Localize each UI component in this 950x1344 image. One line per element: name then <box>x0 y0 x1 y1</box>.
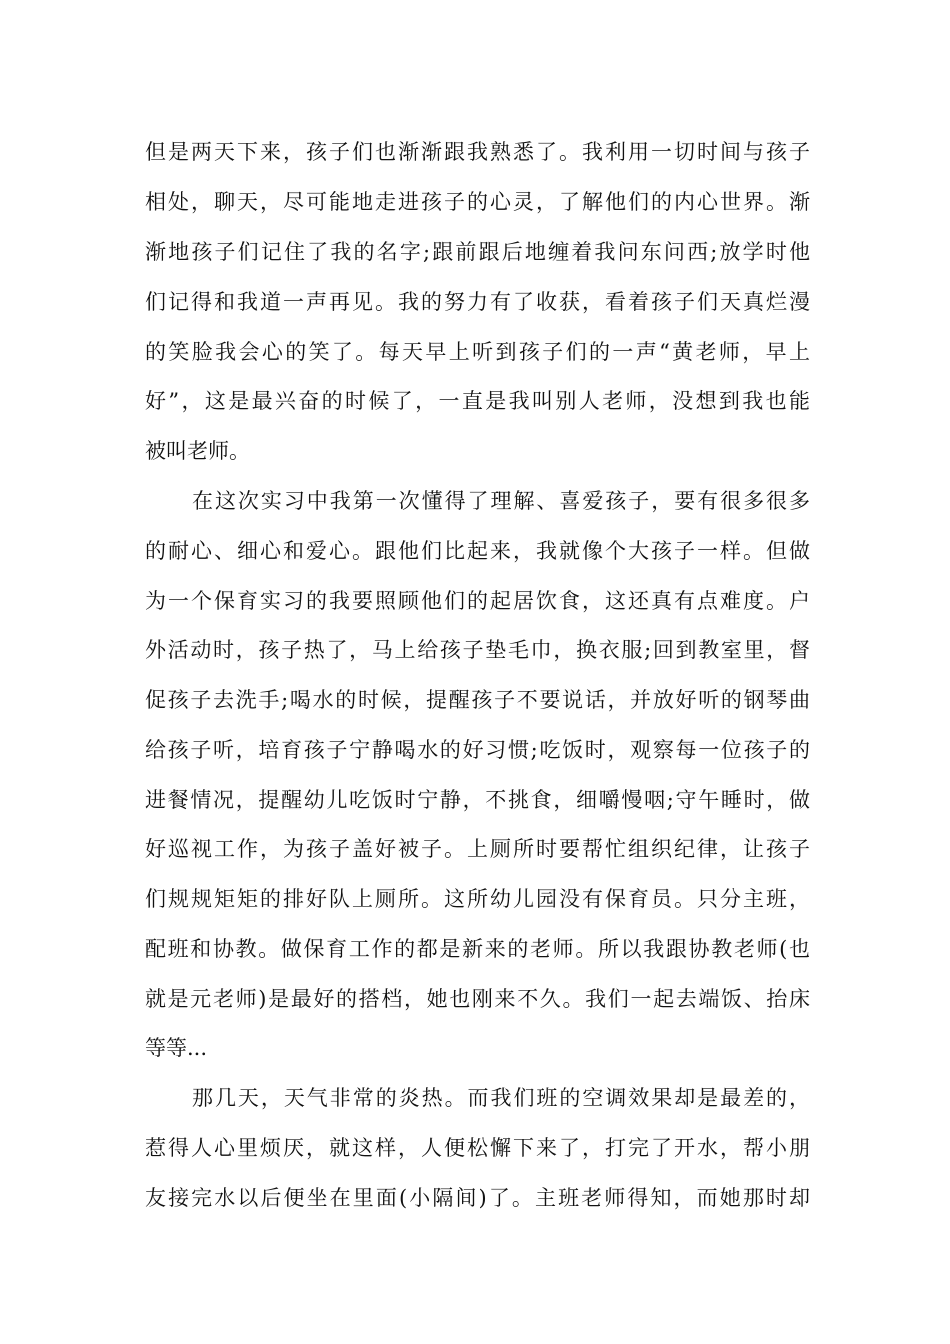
text-line: 的耐心、细心和爱心。跟他们比起来，我就像个大孩子一样。但做 <box>145 539 810 563</box>
text-line: 好巡视工作，为孩子盖好被子。上厕所时要帮忙组织纪律，让孩子 <box>145 837 810 861</box>
paragraph-first-line: 在这次实习中我第一次懂得了理解、喜爱孩子，要有很多很多 <box>192 489 810 513</box>
text-line: 促孩子去洗手;喝水的时候，提醒孩子不要说话，并放好听的钢琴曲 <box>145 688 810 712</box>
text-line: 的笑脸我会心的笑了。每天早上听到孩子们的一声“黄老师，早上 <box>145 340 810 364</box>
text-line: 被叫老师。 <box>145 439 250 463</box>
text-line: 惹得人心里烦厌，就这样，人便松懈下来了，打完了开水，帮小朋 <box>145 1136 810 1160</box>
text-line: 给孩子听，培育孩子宁静喝水的好习惯;吃饭时，观察每一位孩子的 <box>145 738 810 762</box>
text-line: 们记得和我道一声再见。我的努力有了收获，看着孩子们天真烂漫 <box>145 290 810 314</box>
text-line: 友接完水以后便坐在里面(小隔间)了。主班老师得知，而她那时却 <box>145 1186 810 1210</box>
text-line: 配班和协教。做保育工作的都是新来的老师。所以我跟协教老师(也 <box>145 937 810 961</box>
paragraph-first-line: 那几天，天气非常的炎热。而我们班的空调效果却是最差的， <box>192 1086 810 1110</box>
text-line: 进餐情况，提醒幼儿吃饭时宁静，不挑食，细嚼慢咽;守午睡时，做 <box>145 788 810 812</box>
text-line: 等等... <box>145 1036 208 1060</box>
text-line: 们规规矩矩的排好队上厕所。这所幼儿园没有保育员。只分主班， <box>145 887 810 911</box>
text-line: 渐地孩子们记住了我的名字;跟前跟后地缠着我问东问西;放学时他 <box>145 240 810 264</box>
text-line: 但是两天下来，孩子们也渐渐跟我熟悉了。我利用一切时间与孩子 <box>145 140 810 164</box>
text-line: 相处，聊天，尽可能地走进孩子的心灵，了解他们的内心世界。渐 <box>145 190 810 214</box>
text-line: 外活动时，孩子热了，马上给孩子垫毛巾，换衣服;回到教室里，督 <box>145 638 810 662</box>
text-line: 就是元老师)是最好的搭档，她也刚来不久。我们一起去端饭、抬床 <box>145 987 810 1011</box>
text-line: 好”，这是最兴奋的时候了，一直是我叫别人老师，没想到我也能 <box>145 389 810 413</box>
text-line: 为一个保育实习的我要照顾他们的起居饮食，这还真有点难度。户 <box>145 589 810 613</box>
